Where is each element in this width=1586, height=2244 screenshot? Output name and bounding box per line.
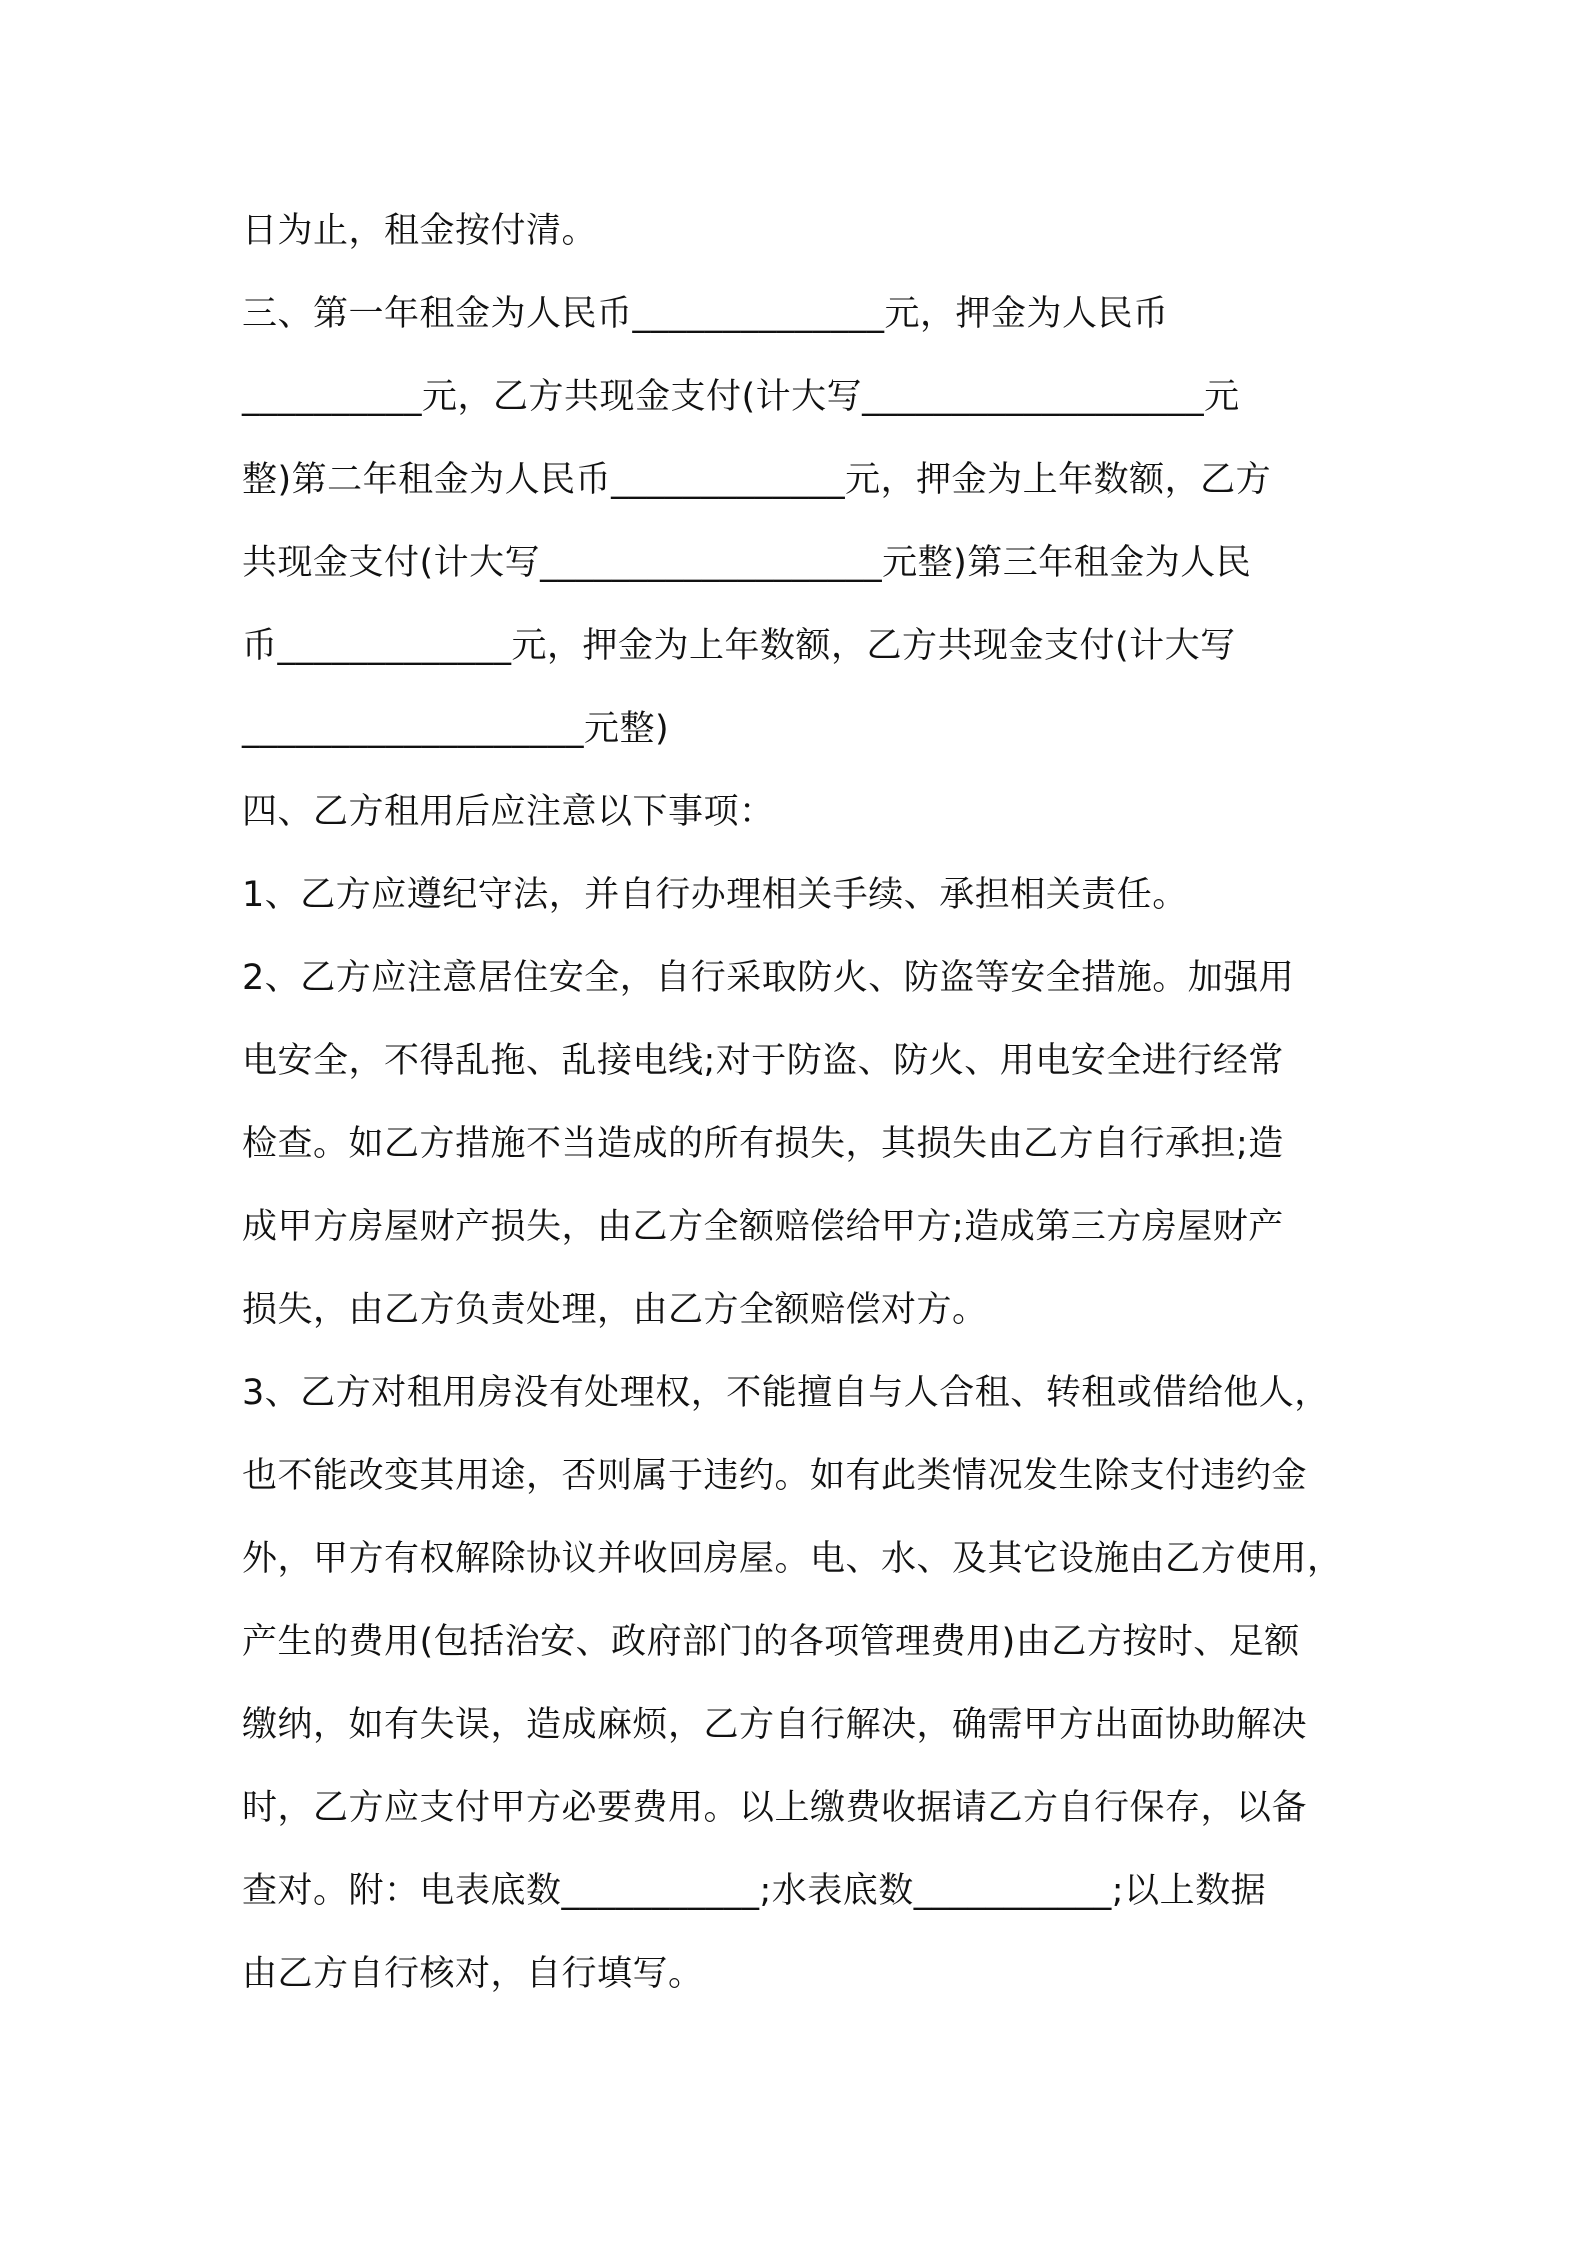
text-line: 3、乙方对租用房没有处理权，不能擅自与人合租、转租或借给他人， <box>242 1373 1330 1413</box>
text-line: ___________________元整) <box>242 709 670 749</box>
text-line: 由乙方自行核对，自行填写。 <box>242 1954 704 1994</box>
section-heading: 四、乙方租用后应注意以下事项： <box>242 792 775 832</box>
text-line: 产生的费用(包括治安、政府部门的各项管理费用)由乙方按时、足额 <box>242 1622 1300 1662</box>
text-line: 查对。附：电表底数___________;水表底数___________;以上数据 <box>242 1871 1267 1911</box>
text-line: 也不能改变其用途，否则属于违约。如有此类情况发生除支付违约金 <box>242 1456 1308 1496</box>
text-line: 日为止，租金按付清。 <box>242 211 598 251</box>
text-line: 电安全，不得乱拖、乱接电线;对于防盗、防火、用电安全进行经常 <box>242 1041 1284 1081</box>
text-line: 三、第一年租金为人民币______________元，押金为人民币 <box>242 294 1169 334</box>
text-line: 共现金支付(计大写___________________元整)第三年租金为人民 <box>242 543 1252 583</box>
text-line: 币_____________元，押金为上年数额，乙方共现金支付(计大写 <box>242 626 1236 666</box>
text-line: 成甲方房屋财产损失，由乙方全额赔偿给甲方;造成第三方房屋财产 <box>242 1207 1284 1247</box>
text-line: 外，甲方有权解除协议并收回房屋。电、水、及其它设施由乙方使用， <box>242 1539 1343 1579</box>
text-line: 缴纳，如有失误，造成麻烦，乙方自行解决，确需甲方出面协助解决 <box>242 1705 1308 1745</box>
text-line: 损失，由乙方负责处理，由乙方全额赔偿对方。 <box>242 1290 988 1330</box>
text-line: __________元，乙方共现金支付(计大写___________________元 <box>242 377 1240 417</box>
text-line: 整)第二年租金为人民币_____________元，押金为上年数额，乙方 <box>242 460 1272 500</box>
text-line: 1、乙方应遵纪守法，并自行办理相关手续、承担相关责任。 <box>242 875 1188 915</box>
text-line: 2、乙方应注意居住安全，自行采取防火、防盗等安全措施。加强用 <box>242 958 1295 998</box>
text-line: 时，乙方应支付甲方必要费用。以上缴费收据请乙方自行保存，以备 <box>242 1788 1308 1828</box>
text-line: 检查。如乙方措施不当造成的所有损失，其损失由乙方自行承担;造 <box>242 1124 1284 1164</box>
